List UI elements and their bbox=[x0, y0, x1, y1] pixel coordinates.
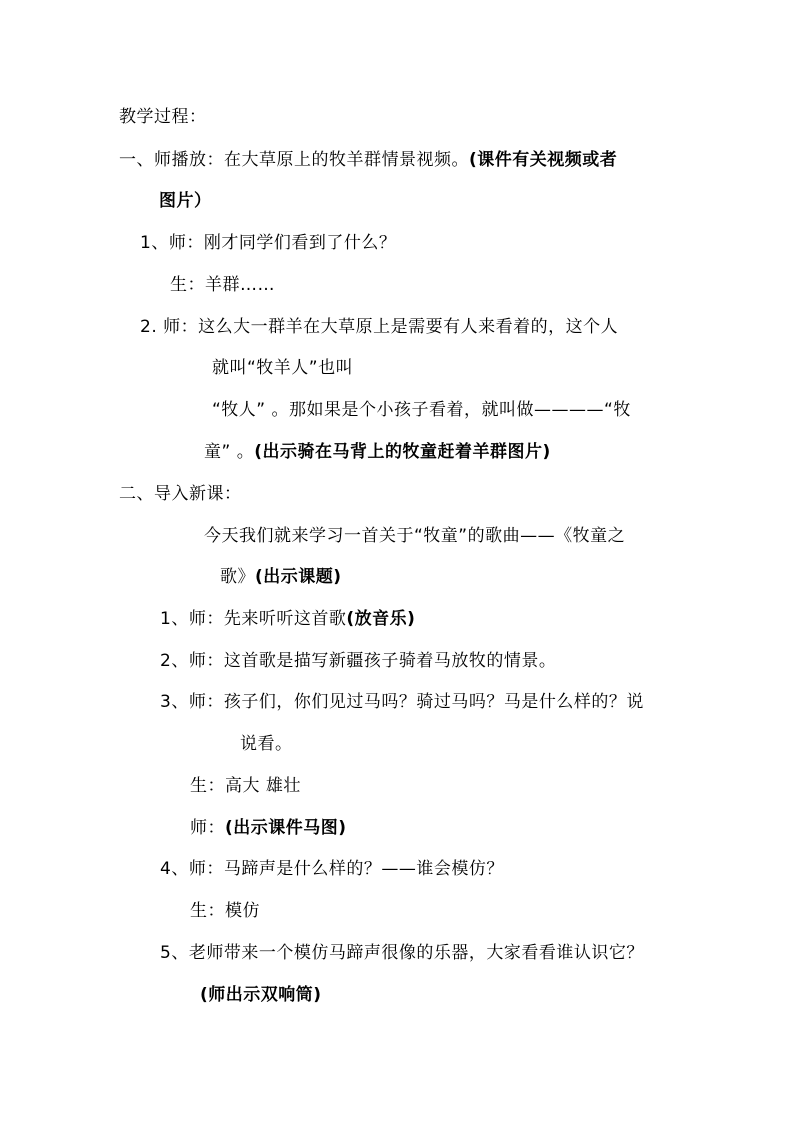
section2-step5: 5、老师带来一个模仿马蹄声很像的乐器，大家看看谁认识它？ bbox=[160, 943, 644, 963]
section2-step1-bold: (放音乐) bbox=[346, 609, 416, 629]
section2-step1 bbox=[160, 607, 415, 631]
section1-title-bold: (课件有关视频或者 bbox=[469, 150, 618, 170]
section1-q2-line4 bbox=[204, 440, 551, 464]
section2-step5-bold: (师出示双响筒) bbox=[200, 985, 322, 1005]
section2-step3-line1: 3、师：孩子们，你们见过马吗？骑过马吗？马是什么样的？说 bbox=[160, 692, 644, 712]
section2-step4: 4、师：马蹄声是什么样的？——谁会模仿？ bbox=[160, 859, 504, 879]
section1-q2-line4-text: 童” 。 bbox=[204, 442, 255, 462]
section2-step1-text: 1、师：先来听听这首歌 bbox=[160, 609, 347, 629]
section2-step3-answer: 生：高大 雄壮 bbox=[190, 776, 301, 796]
section1-q2-line1: 2. 师：这么大一群羊在大草原上是需要有人来看着的，这个人 bbox=[140, 317, 619, 337]
section1-q2-line2: 就叫“牧羊人”也叫 bbox=[212, 358, 354, 378]
section1-q2-line4-bold: (出示骑在马背上的牧童赶着羊群图片) bbox=[254, 442, 551, 462]
section2-step2: 2、师：这首歌是描写新疆孩子骑着马放牧的情景。 bbox=[160, 651, 557, 671]
section1-a1: 生：羊群…… bbox=[170, 275, 275, 295]
section1-title-text: 一、师播放：在大草原上的牧羊群情景视频。 bbox=[119, 150, 469, 170]
section1-q2-line3: “牧人” 。那如果是个小孩子看着，就叫做————“牧 bbox=[212, 400, 631, 420]
section2-intro-line2-bold: (出示课题) bbox=[255, 567, 342, 587]
section2-title: 二、导入新课： bbox=[119, 484, 242, 504]
section2-step3-teacher-text: 师： bbox=[190, 818, 225, 838]
section2-intro-line2-text: 歌》 bbox=[220, 567, 255, 587]
section2-intro-line1: 今天我们就来学习一首关于“牧童”的歌曲——《牧童之 bbox=[204, 526, 626, 546]
section2-step4-answer: 生：模仿 bbox=[190, 901, 260, 921]
section2-step3-teacher-bold: (出示课件马图) bbox=[225, 818, 347, 838]
section2-step3-teacher bbox=[190, 816, 347, 840]
section2-step3-line2: 说看。 bbox=[240, 734, 293, 754]
section1-q1: 1、师：刚才同学们看到了什么？ bbox=[140, 233, 397, 253]
heading: 教学过程： bbox=[119, 107, 207, 127]
section1-title-cont: 图片） bbox=[159, 191, 212, 211]
section1-title bbox=[119, 148, 617, 172]
section2-intro-line2 bbox=[220, 565, 342, 589]
